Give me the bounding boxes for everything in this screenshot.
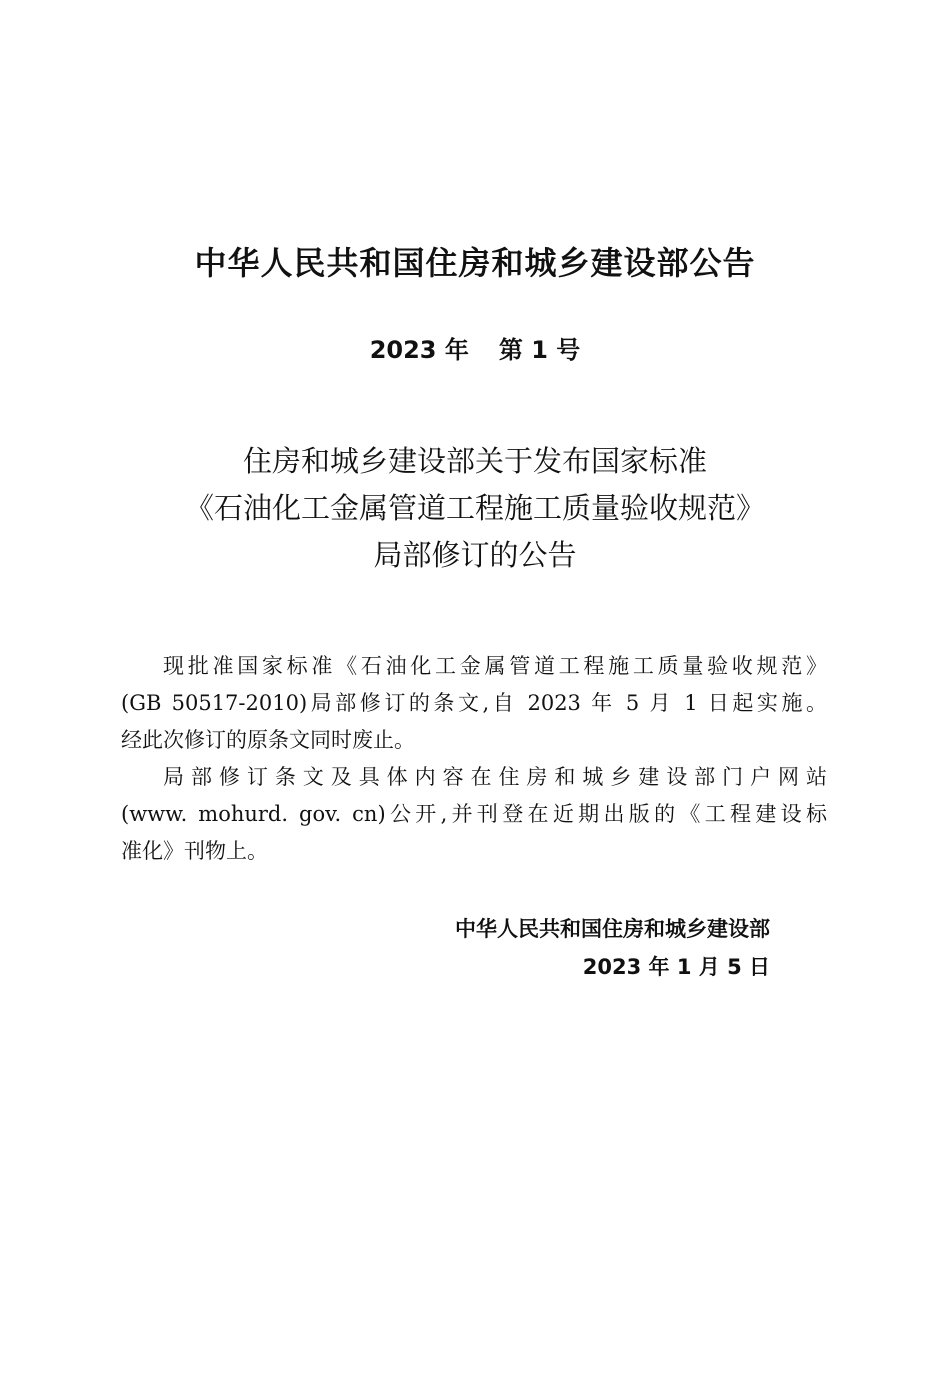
body-paragraph-1-line: 现批准国家标准《石油化工金属管道工程施工质量验收规范》 [163,654,827,678]
body-paragraph-2-line: 准化》刊物上。 [121,839,268,863]
notice-title-line: 住房和城乡建设部关于发布国家标准 [242,444,707,478]
body-paragraph-1-line: (GB 50517-2010)局部修订的条文,自 2023 年 5 月 1 日起实施。 [121,691,827,715]
notice-title-line: 《石油化工金属管道工程施工质量验收规范》 [184,491,765,525]
issue-no: 第 1 号 [498,336,581,364]
body-paragraph-1-line: 经此次修订的原条文同时废止。 [121,728,415,752]
signature-date: 2023 年 1 月 5 日 [582,955,770,979]
issue-year: 2023 年 [369,336,469,364]
issue-number [0,330,950,370]
notice-title-line: 局部修订的公告 [373,538,577,572]
body-paragraph-2-line: (www. mohurd. gov. cn)公开,并刊登在近期出版的《工程建设标 [121,802,827,826]
issuer-title: 中华人民共和国住房和城乡建设部公告 [194,244,756,282]
notice-title [0,438,950,579]
notice-body [121,648,827,870]
signature-block [380,910,770,986]
body-paragraph-2-line: 局部修订条文及具体内容在住房和城乡建设部门户网站 [163,765,827,789]
signature-org: 中华人民共和国住房和城乡建设部 [455,917,770,941]
